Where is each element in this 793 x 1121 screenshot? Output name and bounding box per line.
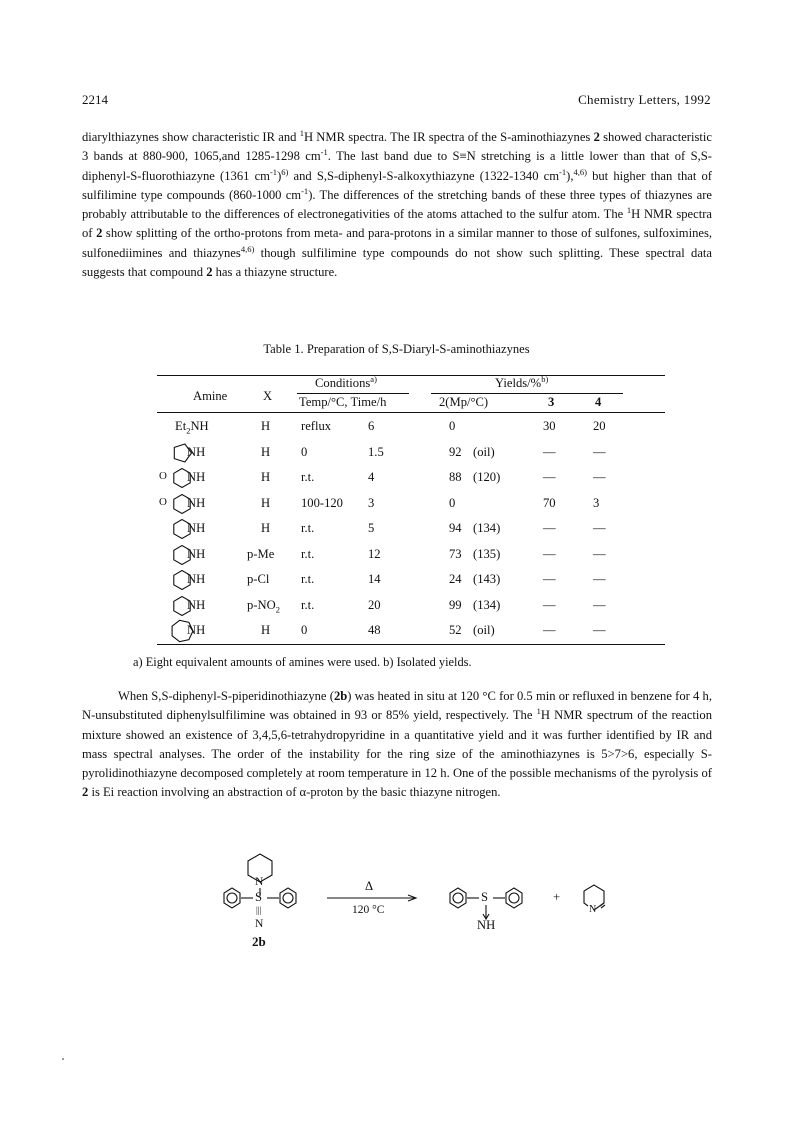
scheme-triple-bond: ||| [256, 905, 262, 915]
cell-mp: (120) [473, 470, 501, 484]
cell-temp: 0 [301, 623, 308, 637]
phenyl-left-icon [224, 888, 240, 908]
cell-yield3: 70 [543, 495, 556, 510]
cell-temp: r.t. [301, 546, 315, 561]
cell-mp: (135) [473, 546, 501, 561]
cell-yield3: 30 [543, 419, 556, 433]
reaction-scheme [200, 848, 620, 958]
header-conditions: Conditions$^{a)}$ [315, 373, 377, 390]
cell-amine: NH [187, 521, 206, 535]
cell-time: 1.5 [368, 444, 384, 459]
cell-yield2: 94 [449, 521, 462, 535]
scheme-product-s: S [481, 890, 489, 904]
cell-temp: reflux [301, 419, 332, 433]
cell-amine: NH [187, 597, 206, 612]
cell-time: 14 [368, 572, 381, 586]
cell-yield2: 52 [449, 623, 462, 637]
scheme-nh: NH [477, 918, 496, 932]
yields-rule [431, 393, 623, 394]
cell-mp: (134) [473, 521, 501, 535]
cell-amine-prefix: O [159, 470, 167, 482]
header-col4: 4 [595, 395, 602, 409]
journal-title: Chemistry Letters, 1992 [578, 92, 711, 107]
scheme-condition: 120 °C [352, 904, 385, 916]
cell-temp: 0 [301, 444, 308, 459]
cell-yield4: — [593, 572, 606, 586]
cell-temp: r.t. [301, 470, 315, 484]
cell-time: 5 [368, 521, 375, 535]
phenyl-right-icon [280, 888, 296, 908]
cell-yield4: — [593, 470, 606, 484]
cell-yield3: — [543, 623, 556, 637]
cell-yield3: — [543, 572, 556, 586]
scheme-compound-label: 2b [252, 934, 266, 949]
page-header [82, 92, 711, 108]
cell-amine: NH [187, 495, 206, 510]
scheme-plus: + [553, 890, 561, 904]
scheme-s: S [255, 890, 263, 904]
cell-yield2: 24 [449, 572, 462, 586]
margin-dot [62, 1058, 64, 1060]
cell-time: 48 [368, 623, 381, 637]
header-col2: 2(Mp/°C) [439, 395, 489, 409]
cell-amine: NH [187, 623, 206, 637]
table-bottom-rule [157, 644, 665, 645]
cell-yield3: — [543, 546, 556, 561]
cell-mp: (134) [473, 597, 501, 612]
cell-temp: r.t. [301, 597, 315, 612]
cell-x: p-Cl [247, 572, 270, 586]
cell-yield4: — [593, 623, 606, 637]
cell-temp: 100-120 [301, 495, 343, 510]
cell-yield4: 3 [593, 495, 600, 510]
cell-yield3: — [543, 597, 556, 612]
cell-mp: (oil) [473, 444, 495, 459]
header-temp-time: Temp/°C, Time/h [299, 395, 387, 409]
product-phenyl-left-icon [450, 888, 466, 908]
cell-yield2: 99 [449, 597, 462, 612]
table-header-rule [157, 412, 665, 413]
cell-yield4: — [593, 597, 606, 612]
cell-yield2: 92 [449, 444, 462, 459]
cell-mp: (oil) [473, 623, 495, 637]
cell-x: H [261, 470, 271, 484]
cell-yield4: — [593, 444, 606, 459]
cell-amine-prefix: O [159, 495, 167, 508]
header-col3: 3 [548, 395, 555, 409]
table-caption: Table 1. Preparation of S,S-Diaryl-S-aminothiazynes [263, 342, 530, 356]
cell-yield4: — [593, 521, 606, 535]
cell-time: 12 [368, 546, 381, 561]
conditions-rule [297, 393, 409, 394]
cell-amine: NH [187, 444, 206, 459]
paragraph-ir-nmr: diarylthiazynes show characteristic IR and $^1$H NMR spectra. The IR spectra of the S-aminothiazynes 2 showed characteristic 3 bands at 880-900, 1065,and 1285-1298 $cm^{-1}$. The last band due to S≡N stretching is a little lower than that of S,S-diphenyl-S-fluorothiazyne (1361 $cm^{-1})^{6)}$ and S,S-diphenyl-S-alkoxythiazyne (1322-1340 $cm^{-1}),^{4,6)}$ but higher than that of sulfilimine type compounds (860-1000 $cm^{-1}$). The differences of the stretching bands of these three types of thiazynes are probably attributable to the differences of electronegativities of the atoms attached to the sulfur atom. The $^1$H NMR spectra of 2 show splitting of the ortho-protons from meta- and para-protons in a similar manner to those of sulfones, sulfoximines, sulfonediimines and thiazynes$^{4,6)}$ though sulfilimine type compounds do not show such splitting. These spectral data suggests that compound 2 has a thiazyne structure. [82, 127, 713, 280]
cell-amine: $Et_2NH$ [175, 419, 209, 436]
cell-yield4: 20 [593, 419, 606, 433]
cell-yield2: 88 [449, 470, 462, 484]
header-yields: Yields/%$^{b)}$ [495, 373, 549, 390]
table-footnote: a) Eight equivalent amounts of amines were used. b) Isolated yields. [133, 655, 472, 669]
header-amine: Amine [193, 389, 228, 403]
cell-yield3: — [543, 521, 556, 535]
scheme-n-ring: N [589, 904, 597, 915]
cell-time: 4 [368, 470, 375, 484]
cell-yield2: 0 [449, 495, 456, 510]
cell-x: H [261, 623, 271, 637]
cell-x: H [261, 521, 271, 535]
cell-amine: NH [187, 572, 206, 586]
cell-temp: r.t. [301, 521, 315, 535]
table-top-rule [157, 375, 665, 376]
cell-time: 20 [368, 597, 381, 612]
cell-x: H [261, 419, 271, 433]
cell-time: 3 [368, 495, 375, 510]
cell-x: p-Me [247, 546, 275, 561]
cell-x: H [261, 495, 271, 510]
cell-x: H [261, 444, 271, 459]
scheme-n-top: N [255, 876, 264, 888]
header-x: X [263, 389, 273, 403]
cell-amine: NH [187, 546, 206, 561]
cell-temp: r.t. [301, 572, 315, 586]
scheme-n-bottom: N [255, 918, 264, 930]
cell-amine: NH [187, 470, 206, 484]
cell-yield4: — [593, 546, 606, 561]
cell-yield2: 73 [449, 546, 462, 561]
cell-time: 6 [368, 419, 375, 433]
page-number: 2214 [82, 92, 108, 107]
paragraph-pyrolysis: When S,S-diphenyl-S-piperidinothiazyne (2b) was heated in situ at 120 °C for 0.5 min or refluxed in benzene for 4 h, N-unsubstituted diphenylsulfilimine was obtained in 93 or 85% yield, respectively. The $^1$H NMR spectrum of the reaction mixture showed an existence of 3,4,5,6-tetrahydropyridine in a quantitative yield and it was further identified by IR and mass spectral analyses. The order of the instability for the ring size of the aminothiazynes is 5>7>6, especially S-pyrolidinothiazyne decomposed completely at room temperature in 12 h. One of the possible mechanisms of the pyrolysis of 2 is Ei reaction involving an abstraction of α-proton by the basic thiazyne nitrogen. [82, 689, 713, 800]
cell-yield3: — [543, 470, 556, 484]
cell-mp: (143) [473, 572, 501, 586]
cell-yield3: — [543, 444, 556, 459]
cell-x: $p-NO_2$ [247, 597, 280, 615]
product-phenyl-right-icon [506, 888, 522, 908]
cell-yield2: 0 [449, 419, 456, 433]
scheme-delta: Δ [365, 879, 374, 893]
